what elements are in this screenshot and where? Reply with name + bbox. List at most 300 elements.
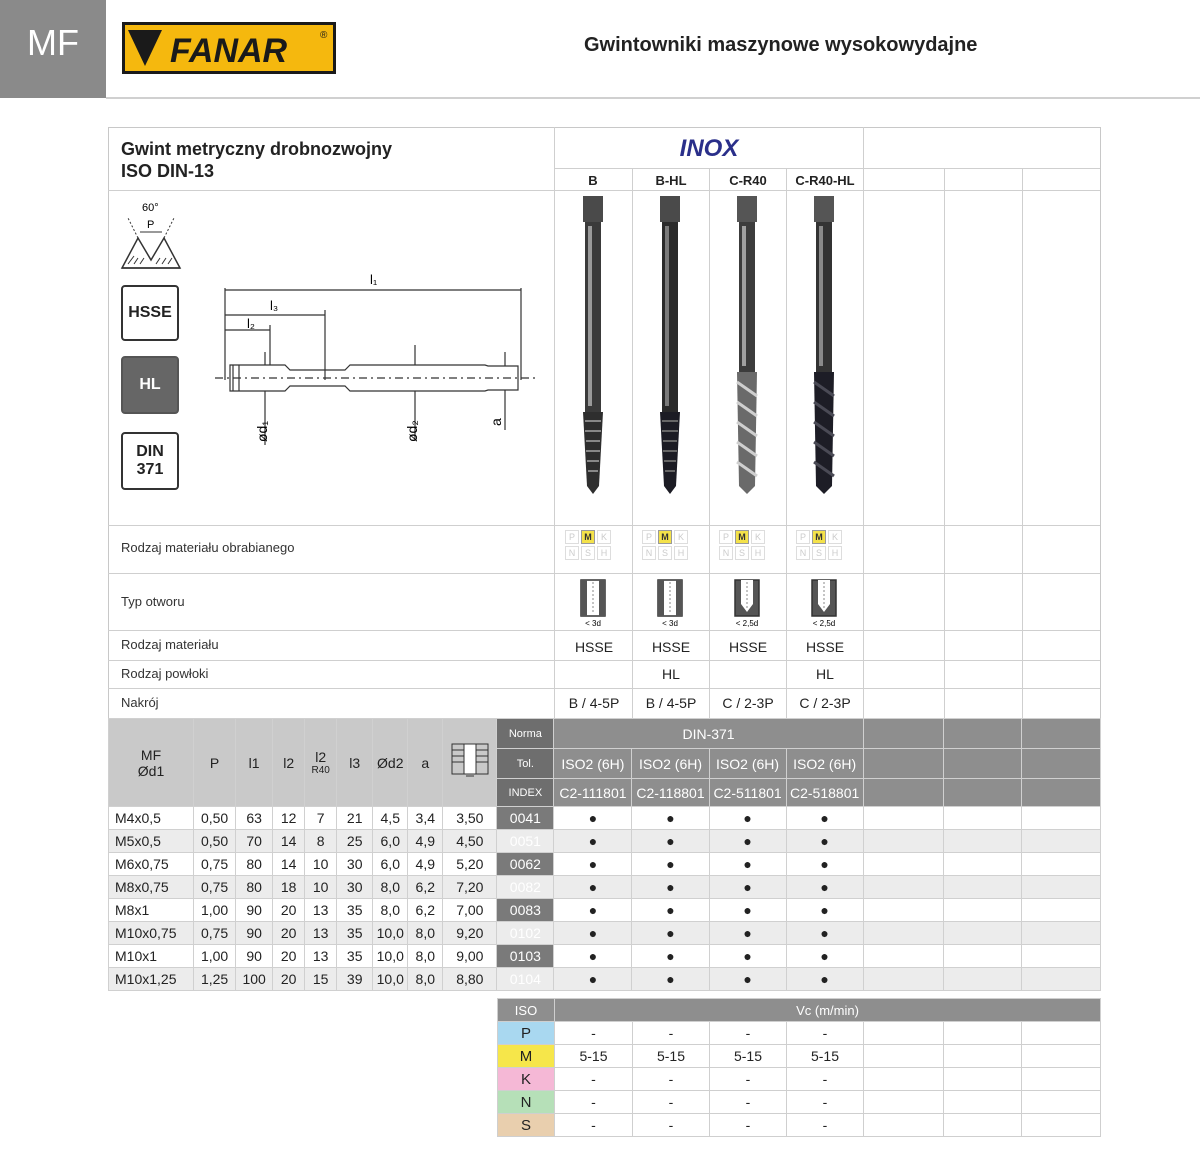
empty-cell (944, 1022, 1022, 1045)
header-l3: l3 (337, 719, 373, 807)
divider (108, 190, 1100, 191)
cell-l3: 35 (337, 945, 373, 968)
cell-drill: 3,50 (443, 807, 497, 830)
header-divider (106, 97, 1200, 99)
cell-a: 8,0 (408, 968, 443, 991)
divider (108, 660, 1100, 661)
vc-value: - (633, 1022, 710, 1045)
iso-header: ISO (498, 999, 555, 1022)
vc-value: - (787, 1091, 864, 1114)
cell-l1: 90 (236, 945, 273, 968)
material-cell-m: M (735, 530, 749, 544)
chamfer-c-r40-hl: C / 2-3P (799, 695, 851, 711)
empty-cell (943, 830, 1021, 853)
divider (632, 168, 633, 719)
cell-l2: 20 (273, 899, 305, 922)
empty-cell (944, 1114, 1022, 1137)
cutting-speed-table (497, 998, 1101, 1137)
label-norma: Norma (497, 719, 554, 749)
tol-b: ISO2 (6H) (554, 749, 632, 779)
cell-p: 1,25 (194, 968, 236, 991)
empty-cell (1022, 1091, 1101, 1114)
angle-label: 60° (142, 202, 159, 214)
cell-l3: 39 (337, 968, 373, 991)
cell-l2: 20 (273, 922, 305, 945)
cell-l1: 90 (236, 922, 273, 945)
vc-row (498, 1114, 1101, 1137)
empty-cell (864, 1045, 944, 1068)
material-cell-p: P (719, 530, 733, 544)
header-a: a (408, 719, 443, 807)
availability-dot: ● (632, 830, 709, 853)
chamfer-c-r40: C / 2-3P (722, 695, 774, 711)
material-cell-m: M (658, 530, 672, 544)
cell-d2: 10,0 (373, 945, 408, 968)
badge-din-371: DIN 371 (121, 432, 179, 490)
divider (554, 168, 1100, 169)
availability-dot: ● (554, 807, 632, 830)
vc-value: - (710, 1114, 787, 1137)
cell-a: 3,4 (408, 807, 443, 830)
material-cell-h: H (674, 546, 688, 560)
hole-depth-label: < 2,5d (812, 619, 836, 628)
empty-cell (943, 899, 1021, 922)
cell-idx: 0103 (497, 945, 554, 968)
cell-size: M10x1 (109, 945, 194, 968)
svg-text:l₂: l₂ (247, 316, 255, 331)
iso-group-n: N (498, 1091, 555, 1114)
cell-l2r40: 13 (305, 945, 337, 968)
vc-row (498, 1022, 1101, 1045)
material-grid-b-hl (642, 530, 688, 560)
cell-drill: 9,00 (443, 945, 497, 968)
iso-group-k: K (498, 1068, 555, 1091)
material-cell-s: S (658, 546, 672, 560)
availability-dot: ● (786, 922, 863, 945)
cell-p: 0,50 (194, 830, 236, 853)
empty-cell (1021, 807, 1100, 830)
material-cell-s: S (581, 546, 595, 560)
divider (108, 688, 1100, 689)
cell-l3: 21 (337, 807, 373, 830)
index-c-r40: C2-511801 (709, 779, 786, 807)
cell-d2: 8,0 (373, 876, 408, 899)
cell-p: 0,50 (194, 807, 236, 830)
tol-b-hl: ISO2 (6H) (632, 749, 709, 779)
thread-standard: ISO DIN-13 (121, 161, 215, 181)
vc-value: - (787, 1114, 864, 1137)
availability-dot: ● (632, 899, 709, 922)
empty-cell (943, 749, 1021, 779)
cell-idx: 0083 (497, 899, 554, 922)
blind-hole-icon (732, 578, 762, 628)
vc-row (498, 1045, 1101, 1068)
material-cell-p: P (642, 530, 656, 544)
empty-cell (1022, 1022, 1101, 1045)
tool-image-b-hl (652, 196, 688, 496)
cell-size: M8x0,75 (109, 876, 194, 899)
vc-rows (498, 1022, 1101, 1137)
empty-cell (1021, 968, 1100, 991)
vc-value: 5-15 (555, 1045, 633, 1068)
cell-l2r40: 15 (305, 968, 337, 991)
header-d1: Ød1 (137, 762, 165, 779)
availability-dot: ● (632, 876, 709, 899)
row-label-tool-material: Rodzaj materiału (121, 637, 219, 652)
coating-c-r40-hl: HL (816, 666, 834, 682)
availability-dot: ● (554, 945, 632, 968)
material-cell-k: K (828, 530, 842, 544)
table-row (109, 922, 1101, 945)
empty-cell (944, 1045, 1022, 1068)
group-label: INOX (679, 135, 739, 162)
material-grid-c-r40-hl (796, 530, 842, 560)
empty-cell (863, 779, 943, 807)
cell-l3: 25 (337, 830, 373, 853)
badge-hsse: HSSE (121, 285, 179, 341)
cell-l2r40: 13 (305, 922, 337, 945)
material-cell-m: M (581, 530, 595, 544)
table-row (109, 853, 1101, 876)
material-cell-k: K (597, 530, 611, 544)
empty-cell (1022, 1045, 1101, 1068)
header-size (109, 719, 194, 807)
material-grid-c-r40 (719, 530, 765, 560)
fanar-logo (122, 22, 336, 74)
tol-c-r40-hl: ISO2 (6H) (786, 749, 863, 779)
header-mf: MF (140, 746, 162, 763)
material-cell-p: P (796, 530, 810, 544)
thread-type: Gwint metryczny drobnozwojny (121, 139, 393, 159)
availability-dot: ● (709, 922, 786, 945)
availability-dot: ● (554, 876, 632, 899)
cell-size: M8x1 (109, 899, 194, 922)
tool-material-b-hl: HSSE (651, 639, 691, 655)
cell-a: 8,0 (408, 922, 443, 945)
empty-cell (1021, 853, 1100, 876)
vc-value: - (710, 1022, 787, 1045)
cell-idx: 0082 (497, 876, 554, 899)
vc-value: 5-15 (787, 1045, 864, 1068)
cell-l1: 80 (236, 876, 273, 899)
material-cell-m: M (812, 530, 826, 544)
cell-idx: 0041 (497, 807, 554, 830)
availability-dot: ● (554, 830, 632, 853)
cell-l1: 63 (236, 807, 273, 830)
table-row (109, 899, 1101, 922)
header-l2-r40 (305, 719, 337, 807)
empty-cell (863, 807, 943, 830)
empty-cell (1021, 719, 1100, 749)
index-c-r40-hl: C2-518801 (786, 779, 863, 807)
availability-dot: ● (786, 830, 863, 853)
cell-d2: 6,0 (373, 830, 408, 853)
empty-cell (864, 1091, 944, 1114)
cell-size: M6x0,75 (109, 853, 194, 876)
material-cell-h: H (597, 546, 611, 560)
empty-cell (943, 922, 1021, 945)
availability-dot: ● (709, 830, 786, 853)
empty-cell (863, 830, 943, 853)
empty-cell (864, 1022, 944, 1045)
cell-drill: 7,20 (443, 876, 497, 899)
cell-p: 1,00 (194, 945, 236, 968)
iso-group-p: P (498, 1022, 555, 1045)
iso-group-s: S (498, 1114, 555, 1137)
cell-a: 4,9 (408, 830, 443, 853)
cell-a: 6,2 (408, 899, 443, 922)
vc-value: - (633, 1091, 710, 1114)
cell-l3: 30 (337, 876, 373, 899)
cell-l2r40: 13 (305, 899, 337, 922)
col-head-b: B (588, 173, 598, 188)
chamfer-b: B / 4-5P (568, 695, 620, 711)
availability-dot: ● (709, 899, 786, 922)
header-l1: l1 (236, 719, 273, 807)
availability-dot: ● (709, 968, 786, 991)
blind-hole-icon (809, 578, 839, 628)
cell-a: 6,2 (408, 876, 443, 899)
header-l2: l2 (273, 719, 305, 807)
empty-cell (943, 876, 1021, 899)
cell-d2: 4,5 (373, 807, 408, 830)
vc-row (498, 1091, 1101, 1114)
vc-value: - (555, 1114, 633, 1137)
vc-value: - (555, 1091, 633, 1114)
empty-cell (864, 1114, 944, 1137)
availability-dot: ● (632, 853, 709, 876)
svg-text:®: ® (320, 30, 328, 41)
empty-cell (943, 807, 1021, 830)
empty-cell (1022, 1068, 1101, 1091)
tol-c-r40: ISO2 (6H) (709, 749, 786, 779)
header-l2r40-label: l2 (315, 749, 327, 765)
empty-cell (943, 853, 1021, 876)
cell-p: 0,75 (194, 853, 236, 876)
cell-a: 8,0 (408, 945, 443, 968)
cell-l2: 20 (273, 945, 305, 968)
availability-dot: ● (554, 922, 632, 945)
cell-drill: 9,20 (443, 922, 497, 945)
header-r40: R40 (311, 765, 330, 776)
thread-profile-icon (118, 198, 184, 270)
svg-text:ød₂: ød₂ (404, 420, 420, 442)
vc-value: - (710, 1091, 787, 1114)
empty-cell (1021, 749, 1100, 779)
material-cell-h: H (828, 546, 842, 560)
cell-idx: 0104 (497, 968, 554, 991)
divider (108, 573, 1100, 574)
cell-size: M4x0,5 (109, 807, 194, 830)
badge-hl: HL (121, 356, 179, 414)
cell-l2: 14 (273, 830, 305, 853)
material-cell-p: P (565, 530, 579, 544)
availability-dot: ● (554, 899, 632, 922)
svg-text:ød₁: ød₁ (254, 420, 270, 442)
cell-idx: 0062 (497, 853, 554, 876)
vc-row (498, 1068, 1101, 1091)
vc-value: 5-15 (710, 1045, 787, 1068)
table-row (109, 830, 1101, 853)
availability-dot: ● (786, 968, 863, 991)
empty-cell (1021, 830, 1100, 853)
svg-text:l₃: l₃ (270, 298, 279, 313)
section-code: MF (0, 0, 106, 98)
cell-d2: 6,0 (373, 853, 408, 876)
cell-idx: 0051 (497, 830, 554, 853)
tool-image-c-r40 (729, 196, 765, 496)
material-cell-n: N (642, 546, 656, 560)
header-drill-icon (443, 719, 497, 807)
cell-l1: 80 (236, 853, 273, 876)
vc-value: - (555, 1022, 633, 1045)
empty-cell (1021, 876, 1100, 899)
iso-group-m: M (498, 1045, 555, 1068)
material-cell-n: N (719, 546, 733, 560)
material-cell-s: S (735, 546, 749, 560)
cell-l2r40: 8 (305, 830, 337, 853)
row-label-hole-type: Typ otworu (121, 594, 185, 609)
cell-p: 1,00 (194, 899, 236, 922)
vc-value: - (555, 1068, 633, 1091)
header-d2: Ød2 (373, 719, 408, 807)
drill-hole-icon (450, 736, 490, 786)
cell-size: M10x0,75 (109, 922, 194, 945)
tool-image-b (575, 196, 611, 496)
empty-cell (943, 945, 1021, 968)
empty-cell (863, 719, 943, 749)
coating-b-hl: HL (662, 666, 680, 682)
through-hole-icon (578, 578, 608, 628)
availability-dot: ● (709, 876, 786, 899)
cell-d2: 10,0 (373, 922, 408, 945)
divider (108, 630, 1100, 631)
norma-value: DIN-371 (554, 719, 863, 749)
cell-l2: 20 (273, 968, 305, 991)
cell-drill: 8,80 (443, 968, 497, 991)
through-hole-icon (655, 578, 685, 628)
availability-dot: ● (632, 807, 709, 830)
availability-dot: ● (709, 807, 786, 830)
vc-value: 5-15 (633, 1045, 710, 1068)
tool-material-c-r40-hl: HSSE (805, 639, 845, 655)
divider (108, 525, 1100, 526)
cell-idx: 0102 (497, 922, 554, 945)
row-label-workpiece-material: Rodzaj materiału obrabianego (121, 540, 295, 555)
cell-size: M10x1,25 (109, 968, 194, 991)
row-label-coating: Rodzaj powłoki (121, 666, 209, 681)
cell-a: 4,9 (408, 853, 443, 876)
col-head-c-r40-hl: C-R40-HL (795, 173, 855, 188)
availability-dot: ● (554, 853, 632, 876)
empty-cell (944, 1091, 1022, 1114)
availability-dot: ● (786, 945, 863, 968)
thread-title (121, 138, 392, 182)
empty-cell (943, 968, 1021, 991)
size-table (108, 718, 1101, 991)
material-cell-h: H (751, 546, 765, 560)
index-b: C2-111801 (554, 779, 632, 807)
material-cell-k: K (751, 530, 765, 544)
availability-dot: ● (632, 968, 709, 991)
material-cell-n: N (796, 546, 810, 560)
empty-cell (863, 876, 943, 899)
cell-l2r40: 10 (305, 853, 337, 876)
empty-cell (943, 719, 1021, 749)
cell-l2r40: 10 (305, 876, 337, 899)
empty-cell (864, 1068, 944, 1091)
empty-cell (1022, 1114, 1101, 1137)
empty-cell (863, 968, 943, 991)
empty-cell (863, 853, 943, 876)
availability-dot: ● (786, 853, 863, 876)
table-row (109, 945, 1101, 968)
tool-image-c-r40-hl (806, 196, 842, 496)
header-p: P (194, 719, 236, 807)
availability-dot: ● (709, 853, 786, 876)
cell-l3: 35 (337, 922, 373, 945)
svg-text:a: a (488, 418, 504, 426)
divider (1022, 168, 1023, 719)
label-tol: Tol. (497, 749, 554, 779)
index-b-hl: C2-118801 (632, 779, 709, 807)
availability-dot: ● (554, 968, 632, 991)
cell-l3: 30 (337, 853, 373, 876)
label-index: INDEX (497, 779, 554, 807)
cell-drill: 7,00 (443, 899, 497, 922)
availability-dot: ● (786, 899, 863, 922)
cell-p: 0,75 (194, 922, 236, 945)
row-label-chamfer: Nakrój (121, 695, 159, 710)
availability-dot: ● (632, 945, 709, 968)
availability-dot: ● (786, 807, 863, 830)
hole-depth-label: < 3d (585, 619, 601, 628)
cell-l3: 35 (337, 899, 373, 922)
availability-dot: ● (632, 922, 709, 945)
hole-depth-label: < 2,5d (735, 619, 759, 628)
size-rows (109, 807, 1101, 991)
tool-material-c-r40: HSSE (728, 639, 768, 655)
divider (944, 168, 945, 719)
cell-l2r40: 7 (305, 807, 337, 830)
tool-material-b: HSSE (574, 639, 614, 655)
vc-header: Vc (m/min) (555, 999, 1101, 1022)
col-head-c-r40: C-R40 (729, 173, 767, 188)
availability-dot: ● (786, 876, 863, 899)
empty-cell (1021, 922, 1100, 945)
empty-cell (863, 749, 943, 779)
cell-l1: 100 (236, 968, 273, 991)
empty-cell (943, 779, 1021, 807)
table-row (109, 968, 1101, 991)
vc-value: - (633, 1068, 710, 1091)
cell-drill: 4,50 (443, 830, 497, 853)
availability-dot: ● (709, 945, 786, 968)
vc-value: - (787, 1022, 864, 1045)
cell-d2: 10,0 (373, 968, 408, 991)
cell-l1: 70 (236, 830, 273, 853)
empty-cell (863, 945, 943, 968)
svg-text:FANAR: FANAR (170, 32, 288, 70)
cell-l2: 18 (273, 876, 305, 899)
empty-cell (1021, 899, 1100, 922)
table-row (109, 876, 1101, 899)
col-head-b-hl: B-HL (655, 173, 687, 188)
table-row (109, 807, 1101, 830)
material-grid-b (565, 530, 611, 560)
empty-cell (863, 922, 943, 945)
page-title: Gwintowniki maszynowe wysokowydajne (584, 34, 978, 56)
